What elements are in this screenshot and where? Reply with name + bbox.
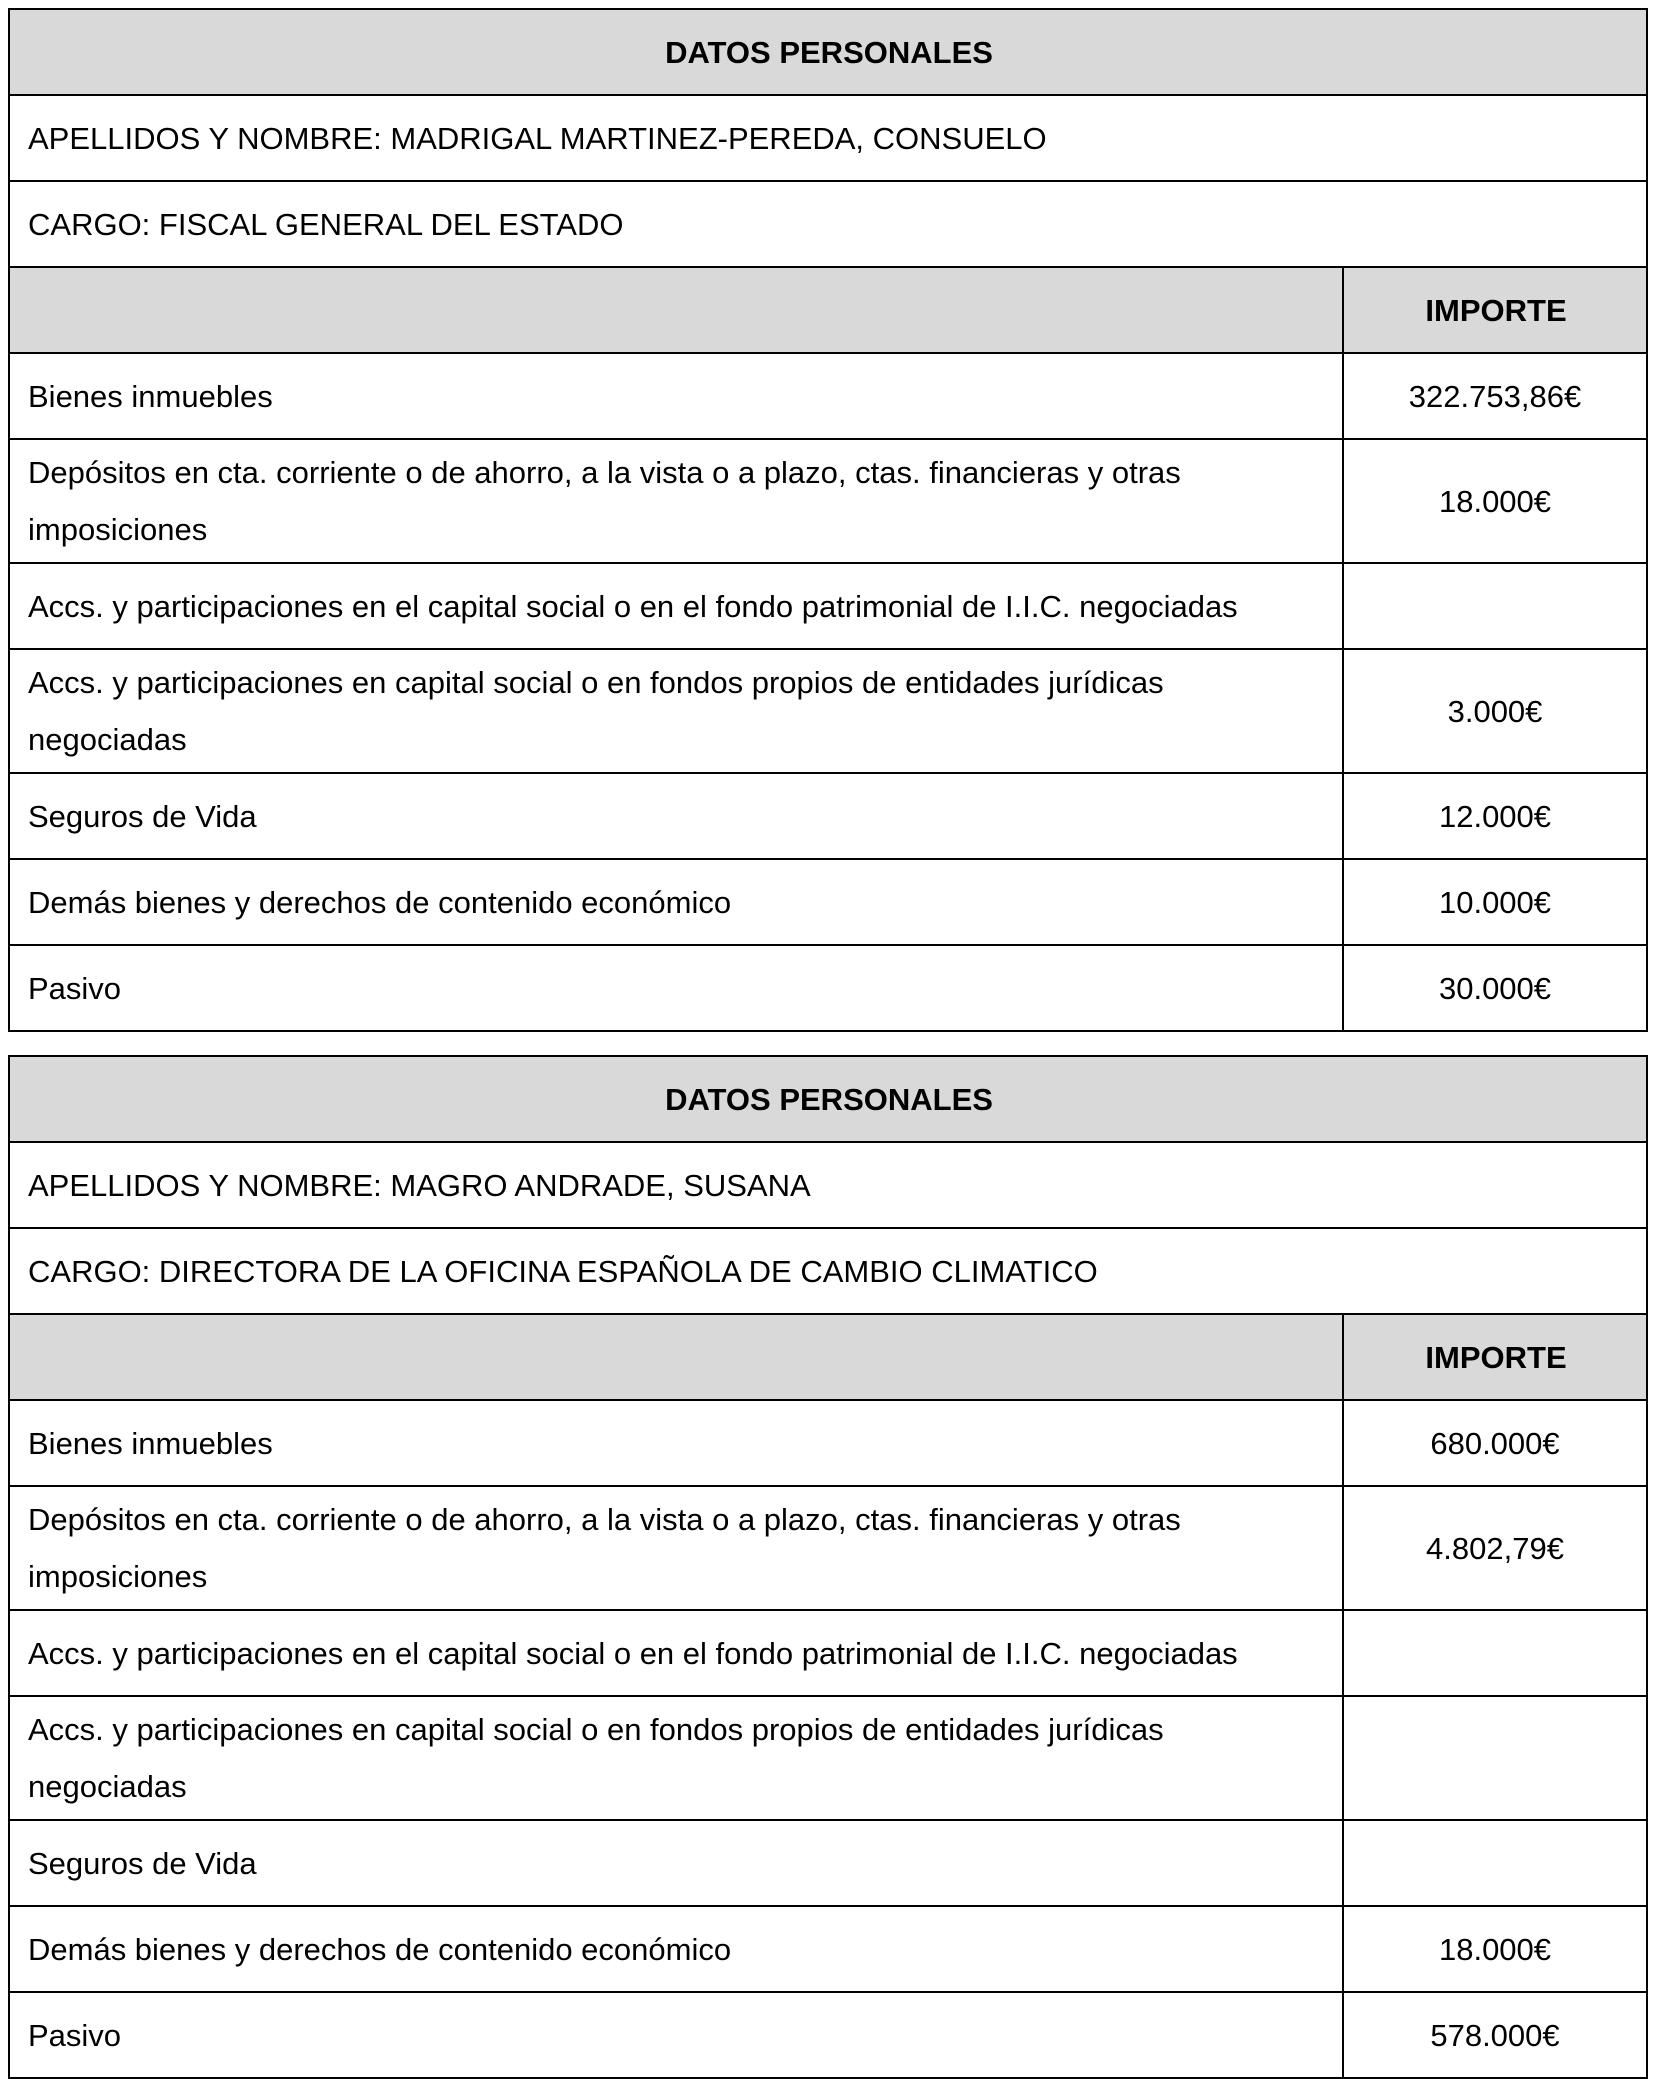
table-row [9, 439, 1647, 563]
row-amount: 30.000€ [1343, 945, 1647, 1031]
row-label: Demás bienes y derechos de contenido económico [9, 859, 1343, 945]
row-amount: 680.000€ [1343, 1400, 1647, 1486]
row-amount [1343, 1610, 1647, 1696]
row-label: Pasivo [9, 1992, 1343, 2078]
header-blank-cell [9, 267, 1343, 353]
row-amount: 4.802,79€ [1343, 1486, 1647, 1610]
row-amount: 322.753,86€ [1343, 353, 1647, 439]
section-title: DATOS PERSONALES [9, 1056, 1647, 1142]
table-row [9, 773, 1647, 859]
table-row [9, 353, 1647, 439]
row-amount: 10.000€ [1343, 859, 1647, 945]
cargo-line: CARGO: DIRECTORA DE LA OFICINA ESPAÑOLA DE CAMBIO CLIMATICO [9, 1228, 1647, 1314]
table-row [9, 563, 1647, 649]
table-row [9, 945, 1647, 1031]
table-row [9, 1906, 1647, 1992]
section-title: DATOS PERSONALES [9, 9, 1647, 95]
row-amount [1343, 563, 1647, 649]
row-label: Accs. y participaciones en capital social o en fondos propios de entidades jurídicas negociadas [9, 649, 1343, 773]
row-amount [1343, 1820, 1647, 1906]
row-amount: 578.000€ [1343, 1992, 1647, 2078]
declaration-table-2 [8, 1055, 1648, 2079]
importe-header: IMPORTE [1343, 1314, 1647, 1400]
row-label: Seguros de Vida [9, 773, 1343, 859]
row-amount: 18.000€ [1343, 439, 1647, 563]
declaration-table-1 [8, 8, 1648, 1032]
row-amount: 3.000€ [1343, 649, 1647, 773]
row-label: Depósitos en cta. corriente o de ahorro, a la vista o a plazo, ctas. financieras y otras imposiciones [9, 439, 1343, 563]
table-row [9, 1820, 1647, 1906]
cargo-line: CARGO: FISCAL GENERAL DEL ESTADO [9, 181, 1647, 267]
name-line: APELLIDOS Y NOMBRE: MAGRO ANDRADE, SUSANA [9, 1142, 1647, 1228]
row-amount: 12.000€ [1343, 773, 1647, 859]
row-label: Pasivo [9, 945, 1343, 1031]
importe-header: IMPORTE [1343, 267, 1647, 353]
row-amount: 18.000€ [1343, 1906, 1647, 1992]
row-label: Bienes inmuebles [9, 353, 1343, 439]
table-row [9, 1486, 1647, 1610]
row-label: Bienes inmuebles [9, 1400, 1343, 1486]
table-row [9, 649, 1647, 773]
row-label: Accs. y participaciones en capital social o en fondos propios de entidades jurídicas negociadas [9, 1696, 1343, 1820]
row-label: Depósitos en cta. corriente o de ahorro, a la vista o a plazo, ctas. financieras y otras imposiciones [9, 1486, 1343, 1610]
row-label: Seguros de Vida [9, 1820, 1343, 1906]
table-row [9, 1696, 1647, 1820]
table-row [9, 1610, 1647, 1696]
header-blank-cell [9, 1314, 1343, 1400]
row-label: Accs. y participaciones en el capital social o en el fondo patrimonial de I.I.C. negociadas [9, 1610, 1343, 1696]
table-row [9, 859, 1647, 945]
row-label: Accs. y participaciones en el capital social o en el fondo patrimonial de I.I.C. negociadas [9, 563, 1343, 649]
name-line: APELLIDOS Y NOMBRE: MADRIGAL MARTINEZ-PEREDA, CONSUELO [9, 95, 1647, 181]
row-amount [1343, 1696, 1647, 1820]
row-label: Demás bienes y derechos de contenido económico [9, 1906, 1343, 1992]
table-row [9, 1400, 1647, 1486]
table-row [9, 1992, 1647, 2078]
